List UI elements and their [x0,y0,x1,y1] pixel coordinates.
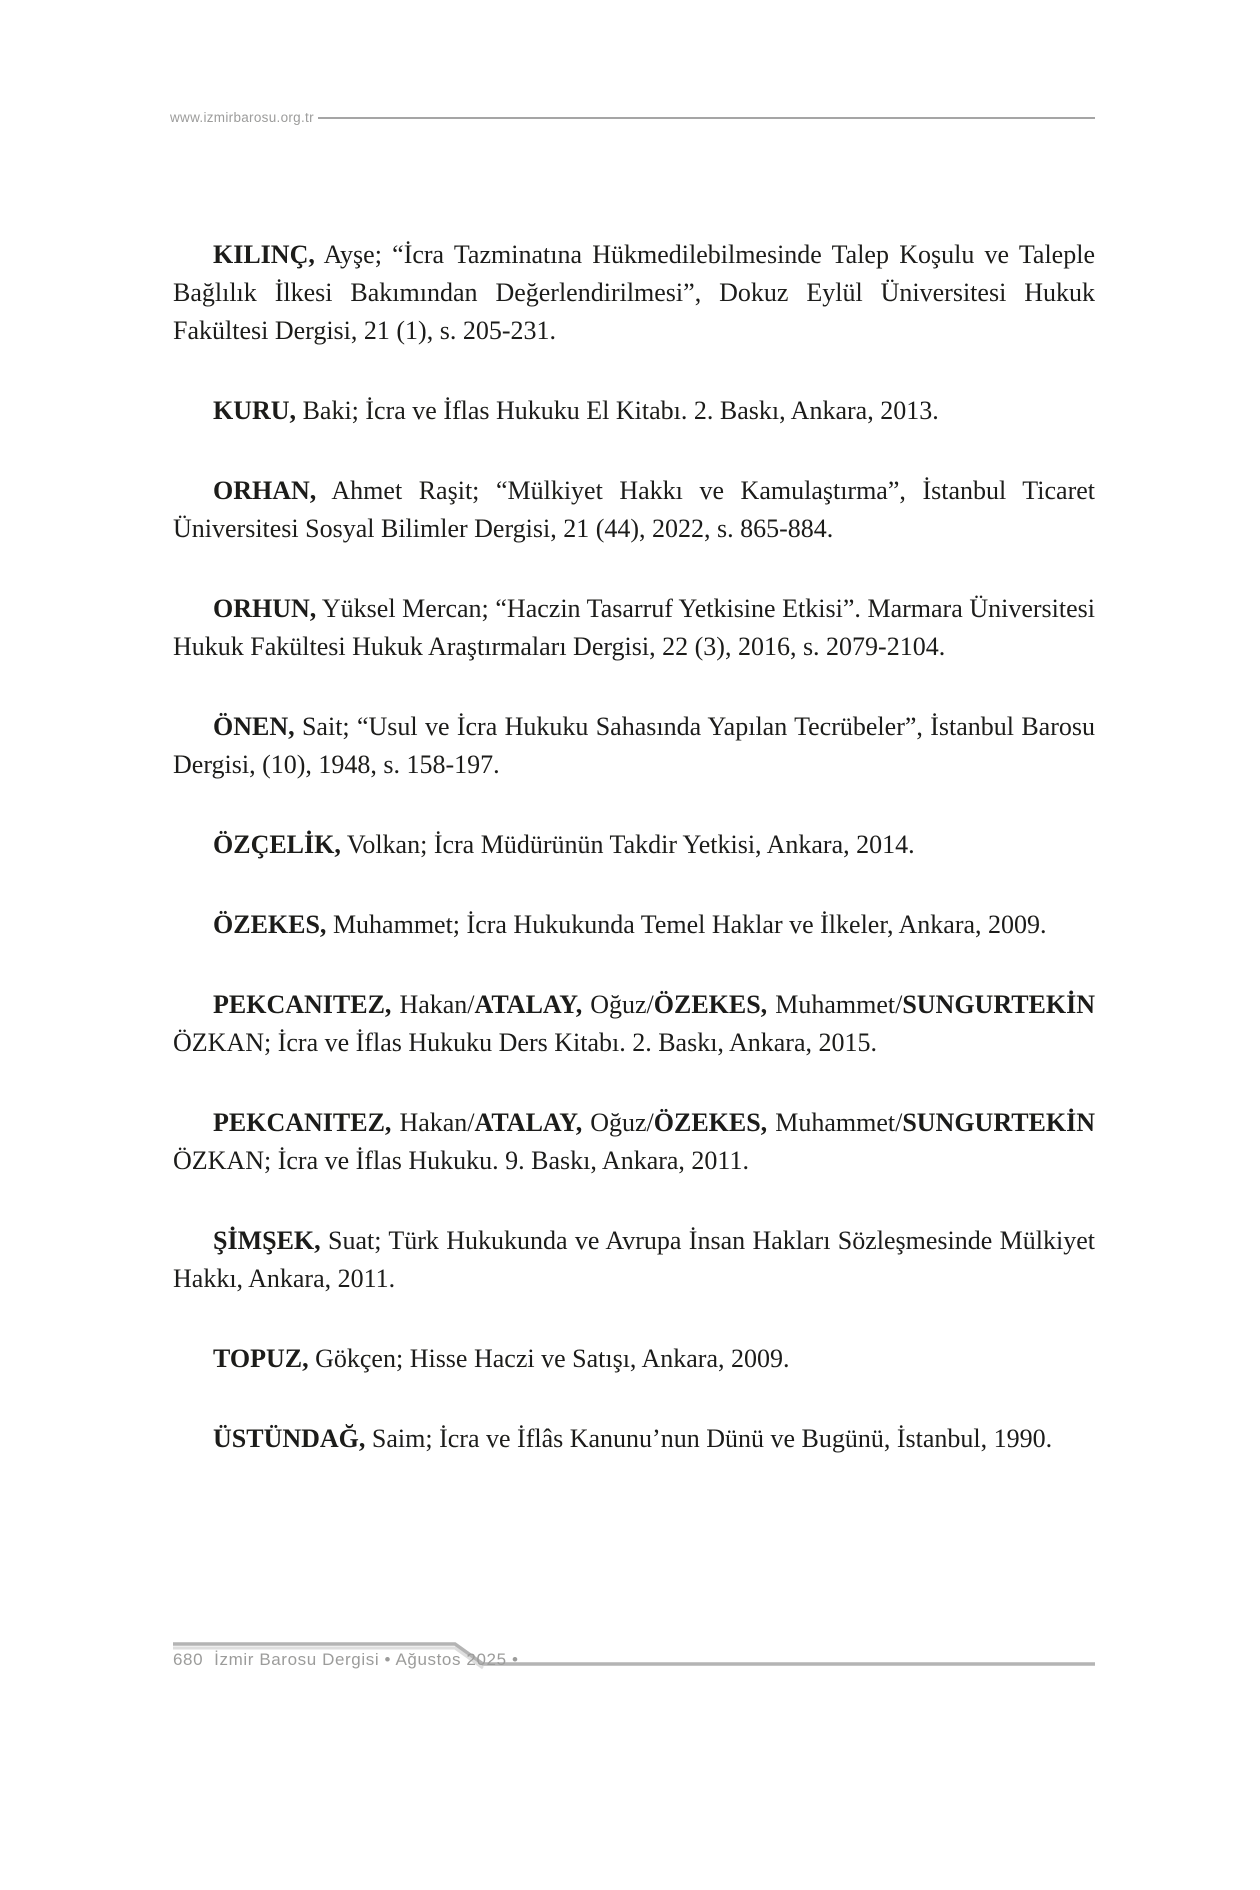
author-surname: KURU, [213,396,297,425]
entry-text: Oğuz/ [582,990,654,1019]
entry-text: Muhammet/ [767,990,903,1019]
author-surname: PEKCANITEZ, [213,990,392,1019]
author-surname: SUNGURTEKİN [902,1108,1095,1137]
author-surname: TOPUZ, [213,1344,309,1373]
entry-text: ÖZKAN; İcra ve İflas Hukuku. 9. Baskı, Ankara, 2011. [173,1146,749,1175]
bibliography-entry [173,236,1095,350]
author-surname: ATALAY, [474,1108,583,1137]
entry-text: Muhammet; İcra Hukukunda Temel Haklar ve İlkeler, Ankara, 2009. [326,910,1047,939]
entry-text: Yüksel Mercan; “Haczin Tasarruf Yetkisine Etkisi”. Marmara Üniversitesi Hukuk Fakültesi Hukuk Araştırmaları Dergisi, 22 (3), 2016, s. 2079-2104. [173,594,1095,661]
entry-text: Hakan/ [391,1108,475,1137]
author-surname: ÖZEKES, [213,910,327,939]
bibliography-entry [173,906,1095,944]
page-number: 680 [173,1650,204,1669]
entry-text: Ayşe; “İcra Tazminatına Hükmedilebilmesinde Talep Koşulu ve Taleple Bağlılık İlkesi Bakımından Değerlendirilmesi”, Dokuz Eylül Üniversitesi Hukuk Fakültesi Dergisi, 21 (1), s. 205-231. [173,240,1095,345]
entry-text: Saim; İcra ve İflâs Kanunu’nun Dünü ve Bugünü, İstanbul, 1990. [365,1424,1053,1453]
bibliography-entry [173,1222,1095,1298]
author-surname: ORHUN, [213,594,317,623]
header-rule [318,117,1095,119]
entry-text: Muhammet/ [767,1108,903,1137]
author-surname: SUNGURTEKİN [902,990,1095,1019]
author-surname: ÜSTÜNDAĞ, [213,1424,366,1453]
author-surname: KILINÇ, [213,240,315,269]
bibliography-entry [173,826,1095,864]
bibliography-entry [173,392,1095,430]
entry-text: Volkan; İcra Müdürünün Takdir Yetkisi, Ankara, 2014. [340,830,915,859]
page-header [170,110,1095,125]
author-surname: ÖZEKES, [653,1108,768,1137]
entry-text: Suat; Türk Hukukunda ve Avrupa İnsan Hakları Sözleşmesinde Mülkiyet Hakkı, Ankara, 2011. [173,1226,1095,1293]
author-surname: ŞİMŞEK, [213,1226,321,1255]
bibliography-entry [173,1340,1095,1378]
entry-text: Hakan/ [391,990,475,1019]
author-surname: ÖZEKES, [653,990,768,1019]
entry-text: Baki; İcra ve İflas Hukuku El Kitabı. 2. Baskı, Ankara, 2013. [296,396,939,425]
author-surname: ÖNEN, [213,712,295,741]
entry-text: Gökçen; Hisse Haczi ve Satışı, Ankara, 2009. [308,1344,790,1373]
page-footer [173,1650,519,1670]
bibliography-entry [173,986,1095,1062]
author-surname: ATALAY, [474,990,583,1019]
entry-text: Oğuz/ [582,1108,654,1137]
entry-text: Sait; “Usul ve İcra Hukuku Sahasında Yapılan Tecrübeler”, İstanbul Barosu Dergisi, (10), 1948, s. 158-197. [173,712,1095,779]
journal-name: İzmir Barosu Dergisi • Ağustos 2025 • [214,1650,519,1669]
bibliography-entry [173,1420,1095,1458]
author-surname: PEKCANITEZ, [213,1108,392,1137]
bibliography-entry [173,1104,1095,1180]
bibliography-entry [173,472,1095,548]
bibliography-list [173,236,1095,1500]
site-url: www.izmirbarosu.org.tr [170,110,314,125]
entry-text: Ahmet Raşit; “Mülkiyet Hakkı ve Kamulaştırma”, İstanbul Ticaret Üniversitesi Sosyal Bilimler Dergisi, 21 (44), 2022, s. 865-884. [173,476,1095,543]
entry-text: ÖZKAN; İcra ve İflas Hukuku Ders Kitabı. 2. Baskı, Ankara, 2015. [173,1028,878,1057]
bibliography-entry [173,590,1095,666]
author-surname: ORHAN, [213,476,317,505]
bibliography-entry [173,708,1095,784]
author-surname: ÖZÇELİK, [213,830,341,859]
